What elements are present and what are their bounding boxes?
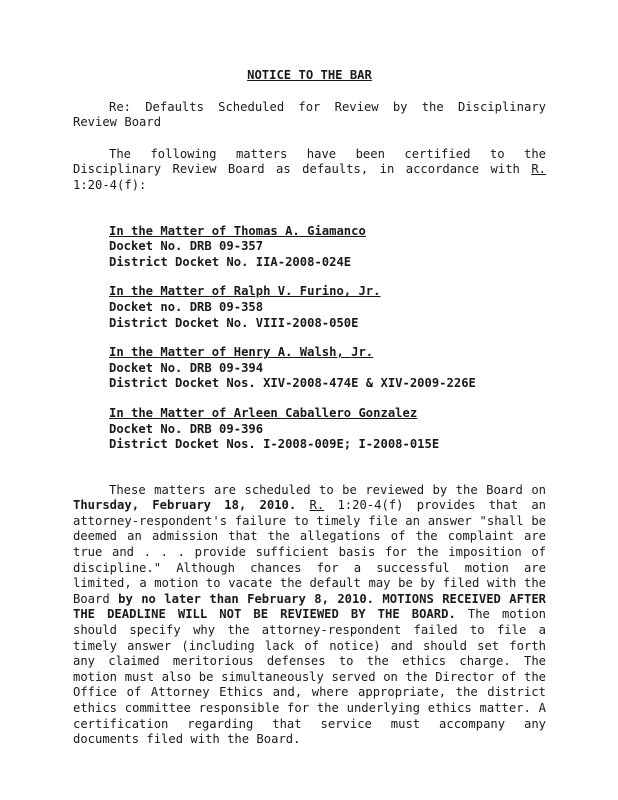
intro-rule-ref: 1:20-4(f): xyxy=(73,177,147,192)
matter-district-docket: District Docket Nos. I-2008-009E; I-2008-015E xyxy=(109,437,440,452)
matter-name: In the Matter of Arleen Caballero Gonzalez xyxy=(109,405,418,420)
matters-list xyxy=(73,224,546,453)
body-paragraph xyxy=(73,483,546,748)
matter-name: In the Matter of Henry A. Walsh, Jr. xyxy=(109,345,374,360)
document-page xyxy=(73,68,546,748)
body-text-3: 1:20-4(f) provides that an attorney-respondent's failure to timely file an answer "shall be deemed an admission that the allegations of the complaint are true and . . . provide sufficient basis for the imposition of discipline." Although chances for a successful motion are limited, a motion to vacate the default may be by filed with the Board xyxy=(73,498,546,606)
matter-name: In the Matter of Thomas A. Giamanco xyxy=(109,223,366,238)
intro-rule: R. xyxy=(531,162,546,177)
matter-item xyxy=(109,224,546,271)
matter-docket: Docket No. DRB 09-396 xyxy=(109,421,264,436)
matter-docket: Docket No. DRB 09-394 xyxy=(109,360,264,375)
matter-district-docket: District Docket No. IIA-2008-024E xyxy=(109,254,352,269)
matter-name: In the Matter of Ralph V. Furino, Jr. xyxy=(109,284,381,299)
matter-district-docket: District Docket No. VIII-2008-050E xyxy=(109,315,359,330)
page-title: NOTICE TO THE BAR xyxy=(247,68,372,82)
body-text-1: These matters are scheduled to be reviewed by the Board on xyxy=(109,482,546,497)
matter-docket: Docket No. DRB 09-357 xyxy=(109,239,264,254)
matter-item xyxy=(109,345,546,392)
review-date: Thursday, February 18, 2010. xyxy=(73,498,297,513)
intro-text: The following matters have been certified to the Disciplinary Review Board as defaults, in accordance with xyxy=(73,146,546,177)
body-text-4: The motion should specify why the attorney-respondent failed to file a timely answer (including lack of notice) and should set forth any claimed meritorious defenses to the ethics charge. The motion must also be simultaneously served on the Director of the Office of Attorney Ethics and, where appropriate, the district ethics committee responsible for the underlying ethics matter. A certification regarding that service must accompany any documents filed with the Board. xyxy=(73,607,546,747)
re-line: Re: Defaults Scheduled for Review by the Disciplinary Review Board xyxy=(73,99,546,130)
body-rule: R. xyxy=(309,498,325,513)
intro-paragraph xyxy=(73,147,546,194)
matter-item xyxy=(109,284,546,331)
body-text-2 xyxy=(296,498,309,512)
matter-district-docket: District Docket Nos. XIV-2008-474E & XIV-2009-226E xyxy=(109,376,476,391)
matter-docket: Docket no. DRB 09-358 xyxy=(109,299,264,314)
deadline-notice: by no later than February 8, 2010. MOTIONS RECEIVED AFTER THE DEADLINE WILL NOT BE REVIEWED BY THE BOARD. xyxy=(73,591,546,622)
matter-item xyxy=(109,406,546,453)
